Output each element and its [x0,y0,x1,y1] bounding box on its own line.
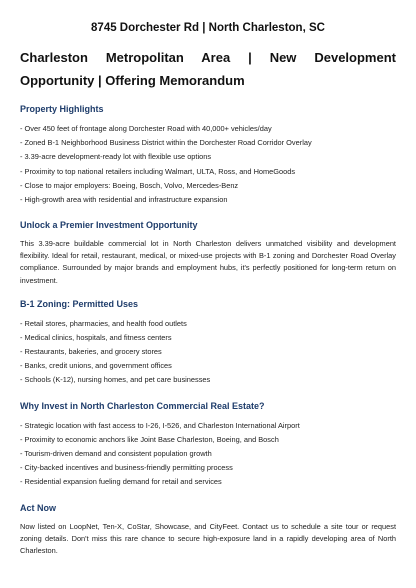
list-item: - Medical clinics, hospitals, and fitness centers [20,332,172,342]
list-item: - Proximity to top national retailers including Walmart, ULTA, Ross, and HomeGoods [20,166,296,176]
document-title: Charleston Metropolitan Area | New Development Opportunity | Offering Memorandum [20,50,396,88]
section-paragraph: This 3.39-acre buildable commercial lot in North Charleston delivers unmatched visibility and development flexibility. Ideal for retail, restaurant, medical, or mixed-use projects with B-1 zoning and Dorchester Road Overlay compliance. Surrounded by major brands and employment hubs, it's perfectly positioned for long-term return on investment. [20,239,396,285]
list-item: - Retail stores, pharmacies, and health food outlets [20,318,187,328]
list-item: - Close to major employers: Boeing, Bosch, Volvo, Mercedes-Benz [20,180,239,190]
list-item: - Strategic location with fast access to I-26, I-526, and Charleston International Airport [20,420,300,430]
section-heading: B-1 Zoning: Permitted Uses [20,298,139,309]
list-item: - High-growth area with residential and infrastructure expansion [20,195,228,205]
section-investment-opportunity [20,219,396,286]
list-item: - Tourism-driven demand and consistent population growth [20,449,212,459]
section-act-now [20,502,396,557]
why-invest-list [20,419,396,490]
section-zoning-uses [20,298,396,388]
list-item: - Over 450 feet of frontage along Dorchester Road with 40,000+ vehicles/day [20,124,272,133]
permitted-uses-list [20,317,396,388]
list-item: - Proximity to economic anchors like Joint Base Charleston, Boeing, and Bosch [20,434,279,444]
list-item: - Restaurants, bakeries, and grocery stores [20,347,162,356]
list-item: - Banks, credit unions, and government offices [20,361,172,371]
highlights-list [20,122,396,207]
list-item: - 3.39-acre development-ready lot with flexible use options [20,152,212,162]
section-heading: Property Highlights [20,104,104,114]
section-paragraph: Now listed on LoopNet, Ten-X, CoStar, Showcase, and CityFeet. Contact us to schedule a site tour or request zoning details. Don't miss this rare chance to secure high-exposure land in a rapidly developing area of North Charleston. [20,521,396,555]
list-item: - Schools (K-12), nursing homes, and pet care businesses [20,375,211,385]
section-property-highlights [20,103,396,207]
section-heading: Unlock a Premier Investment Opportunity [20,220,198,231]
section-heading: Act Now [20,502,56,513]
list-item: - Residential expansion fueling demand for retail and services [20,477,222,487]
property-address: 8745 Dorchester Rd | North Charleston, SC [91,22,325,34]
section-heading: Why Invest in North Charleston Commercial Real Estate? [20,400,265,411]
section-why-invest [20,400,396,490]
list-item: - City-backed incentives and business-friendly permitting process [20,463,233,473]
list-item: - Zoned B-1 Neighborhood Business District within the Dorchester Road Corridor Overlay [20,138,312,148]
